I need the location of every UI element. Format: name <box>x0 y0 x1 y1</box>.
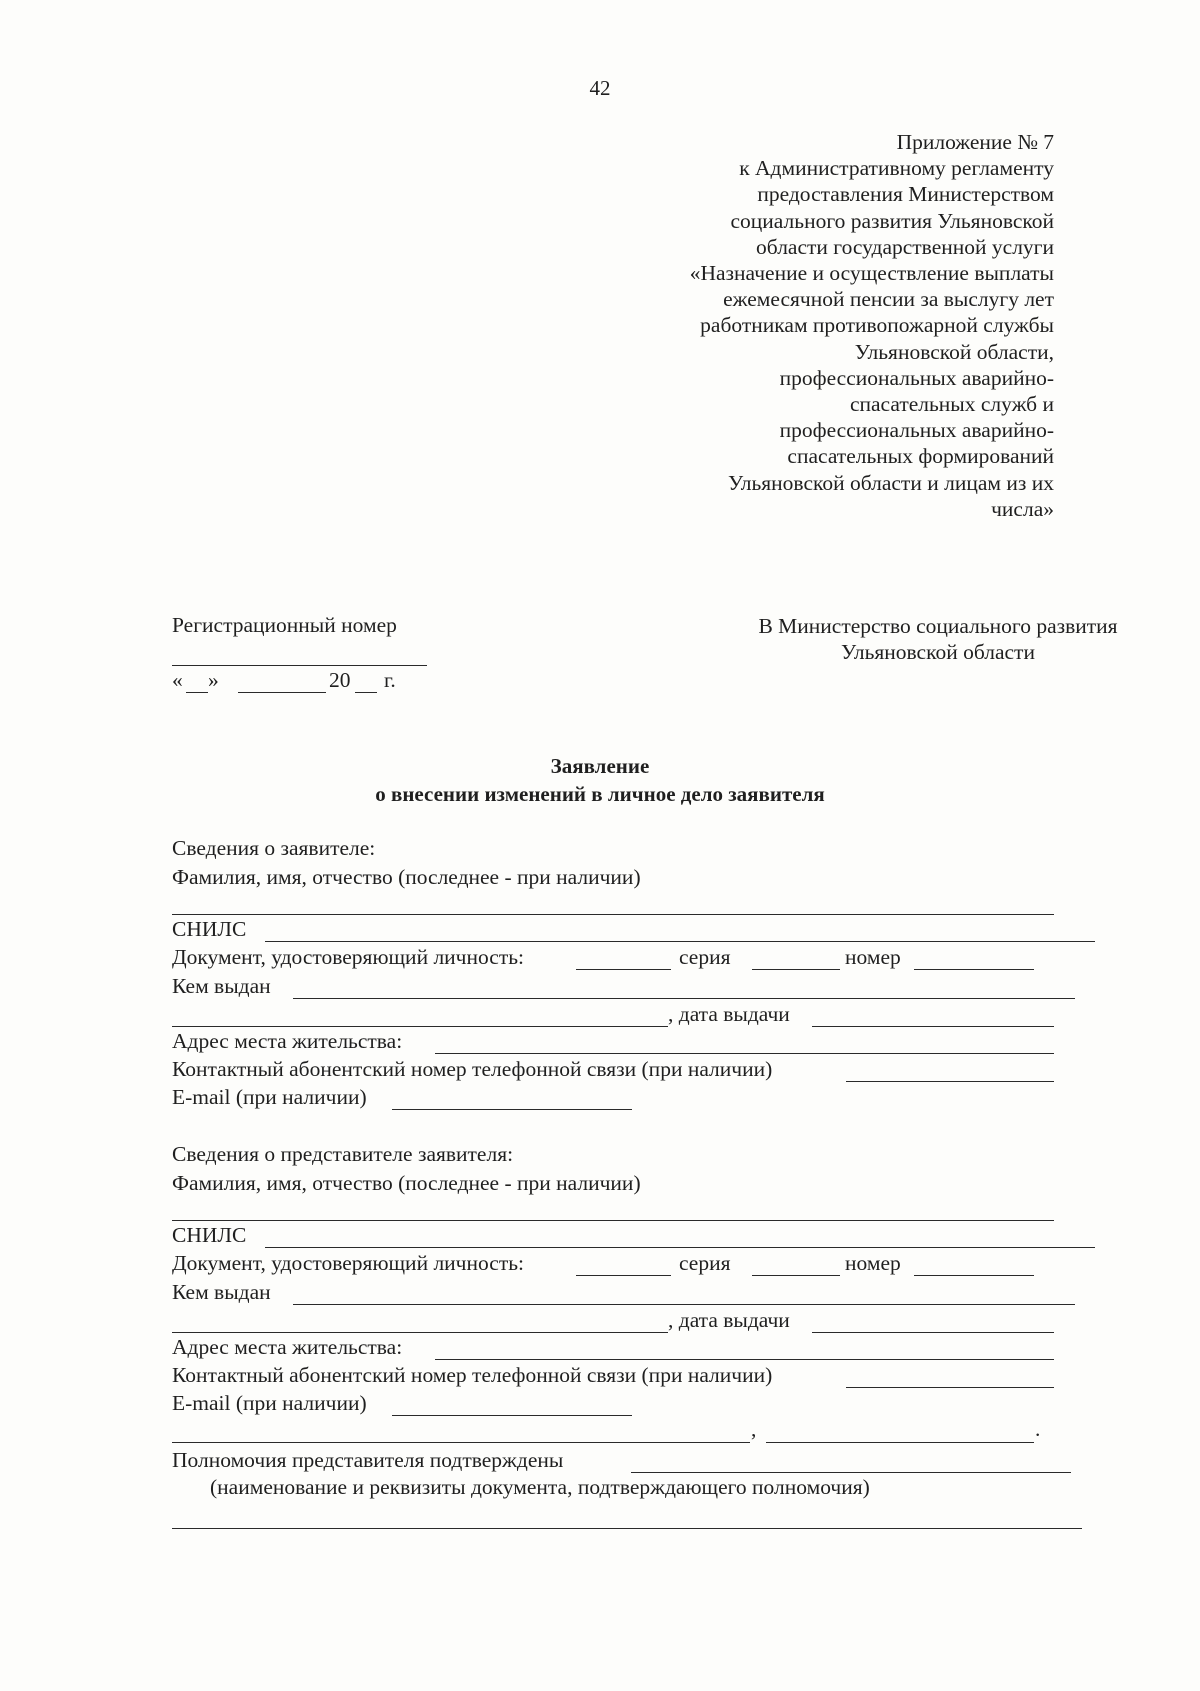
representative-issued-by-field-cont[interactable] <box>172 1332 668 1333</box>
representative-address-field[interactable] <box>435 1359 1054 1360</box>
representative-number-label: номер <box>845 1251 901 1275</box>
applicant-issue-date-label: , дата выдачи <box>668 1002 790 1026</box>
applicant-series-label: серия <box>679 945 731 969</box>
applicant-issued-by-label: Кем выдан <box>172 974 271 998</box>
applicant-fio-field[interactable] <box>172 914 1054 915</box>
representative-period: . <box>1035 1417 1041 1441</box>
representative-issue-date-field[interactable] <box>812 1332 1054 1333</box>
registration-year-suffix: г. <box>384 668 396 692</box>
applicant-phone-field[interactable] <box>846 1081 1054 1082</box>
applicant-phone-label: Контактный абонентский номер телефонной связи (при наличии) <box>172 1057 773 1081</box>
representative-phone-field[interactable] <box>846 1387 1054 1388</box>
authority-hint: (наименование и реквизиты документа, подтверждающего полномочия) <box>210 1475 870 1499</box>
applicant-id-doc-field[interactable] <box>576 969 671 970</box>
applicant-issued-by-field[interactable] <box>293 998 1075 999</box>
applicant-series-field[interactable] <box>752 969 840 970</box>
appendix-line: Приложение № 7 <box>896 130 1054 154</box>
registration-label: Регистрационный номер <box>172 613 397 637</box>
representative-series-label: серия <box>679 1251 731 1275</box>
applicant-email-field[interactable] <box>392 1109 632 1110</box>
addressee-line2: Ульяновской области <box>841 640 1035 664</box>
appendix-line: Ульяновской области и лицам из их <box>727 470 1054 495</box>
representative-id-doc-label: Документ, удостоверяющий личность: <box>172 1251 524 1275</box>
appendix-line: к Административному регламенту <box>739 156 1054 181</box>
representative-extra-field-1[interactable] <box>172 1442 750 1443</box>
appendix-line: числа» <box>991 496 1054 521</box>
applicant-id-doc-label: Документ, удостоверяющий личность: <box>172 945 524 969</box>
applicant-heading: Сведения о заявителе: <box>172 836 376 860</box>
applicant-snils-field[interactable] <box>265 941 1095 942</box>
applicant-snils-label: СНИЛС <box>172 917 247 941</box>
registration-date-close-quote: » <box>208 668 219 692</box>
registration-date-open-quote: « <box>172 668 183 692</box>
representative-series-field[interactable] <box>752 1275 840 1276</box>
applicant-address-label: Адрес места жительства: <box>172 1029 403 1053</box>
representative-snils-label: СНИЛС <box>172 1223 247 1247</box>
document-title: Заявление <box>550 754 650 778</box>
representative-issued-by-label: Кем выдан <box>172 1280 271 1304</box>
representative-extra-field-2[interactable] <box>766 1442 1034 1443</box>
applicant-number-field[interactable] <box>914 969 1034 970</box>
appendix-header <box>614 129 1054 522</box>
representative-comma: , <box>751 1417 757 1441</box>
representative-fio-field[interactable] <box>172 1220 1054 1221</box>
applicant-email-label: E-mail (при наличии) <box>172 1085 367 1109</box>
document-subtitle: о внесении изменений в личное дело заявителя <box>375 782 825 806</box>
applicant-issue-date-field[interactable] <box>812 1026 1054 1027</box>
representative-address-label: Адрес места жительства: <box>172 1335 403 1359</box>
registration-month-field[interactable] <box>238 692 326 693</box>
representative-issue-date-label: , дата выдачи <box>668 1308 790 1332</box>
appendix-line: профессиональных аварийно- <box>779 365 1054 390</box>
authority-label: Полномочия представителя подтверждены <box>172 1448 564 1472</box>
appendix-line: спасательных формирований <box>787 444 1054 469</box>
appendix-line: Ульяновской области, <box>854 339 1054 364</box>
appendix-line: области государственной услуги <box>756 234 1054 259</box>
registration-number-field[interactable] <box>172 665 427 666</box>
representative-fio-label: Фамилия, имя, отчество (последнее - при наличии) <box>172 1171 641 1195</box>
appendix-line: спасательных служб и <box>849 392 1054 417</box>
representative-email-field[interactable] <box>392 1415 632 1416</box>
representative-phone-label: Контактный абонентский номер телефонной связи (при наличии) <box>172 1363 773 1387</box>
page-number: 42 <box>589 76 611 100</box>
authority-field-cont[interactable] <box>172 1528 1082 1529</box>
registration-year-field[interactable] <box>355 692 377 693</box>
registration-year-prefix: 20 <box>329 668 351 692</box>
appendix-line: ежемесячной пенсии за выслугу лет <box>723 287 1054 312</box>
authority-field[interactable] <box>631 1472 1071 1473</box>
appendix-line: предоставления Министерством <box>757 182 1054 207</box>
representative-number-field[interactable] <box>914 1275 1034 1276</box>
appendix-line: «Назначение и осуществление выплаты <box>689 261 1054 286</box>
appendix-line: профессиональных аварийно- <box>779 418 1054 443</box>
appendix-line: работникам противопожарной службы <box>700 313 1054 338</box>
addressee <box>728 613 1148 665</box>
applicant-issued-by-field-cont[interactable] <box>172 1026 668 1027</box>
appendix-line: социального развития Ульяновской <box>730 208 1054 233</box>
registration-day-field[interactable] <box>186 692 208 693</box>
representative-email-label: E-mail (при наличии) <box>172 1391 367 1415</box>
applicant-address-field[interactable] <box>435 1053 1054 1054</box>
applicant-number-label: номер <box>845 945 901 969</box>
representative-heading: Сведения о представителе заявителя: <box>172 1142 514 1166</box>
addressee-line1: В Министерство социального развития <box>758 614 1118 638</box>
applicant-fio-label: Фамилия, имя, отчество (последнее - при наличии) <box>172 865 641 889</box>
representative-snils-field[interactable] <box>265 1247 1095 1248</box>
representative-id-doc-field[interactable] <box>576 1275 671 1276</box>
representative-issued-by-field[interactable] <box>293 1304 1075 1305</box>
